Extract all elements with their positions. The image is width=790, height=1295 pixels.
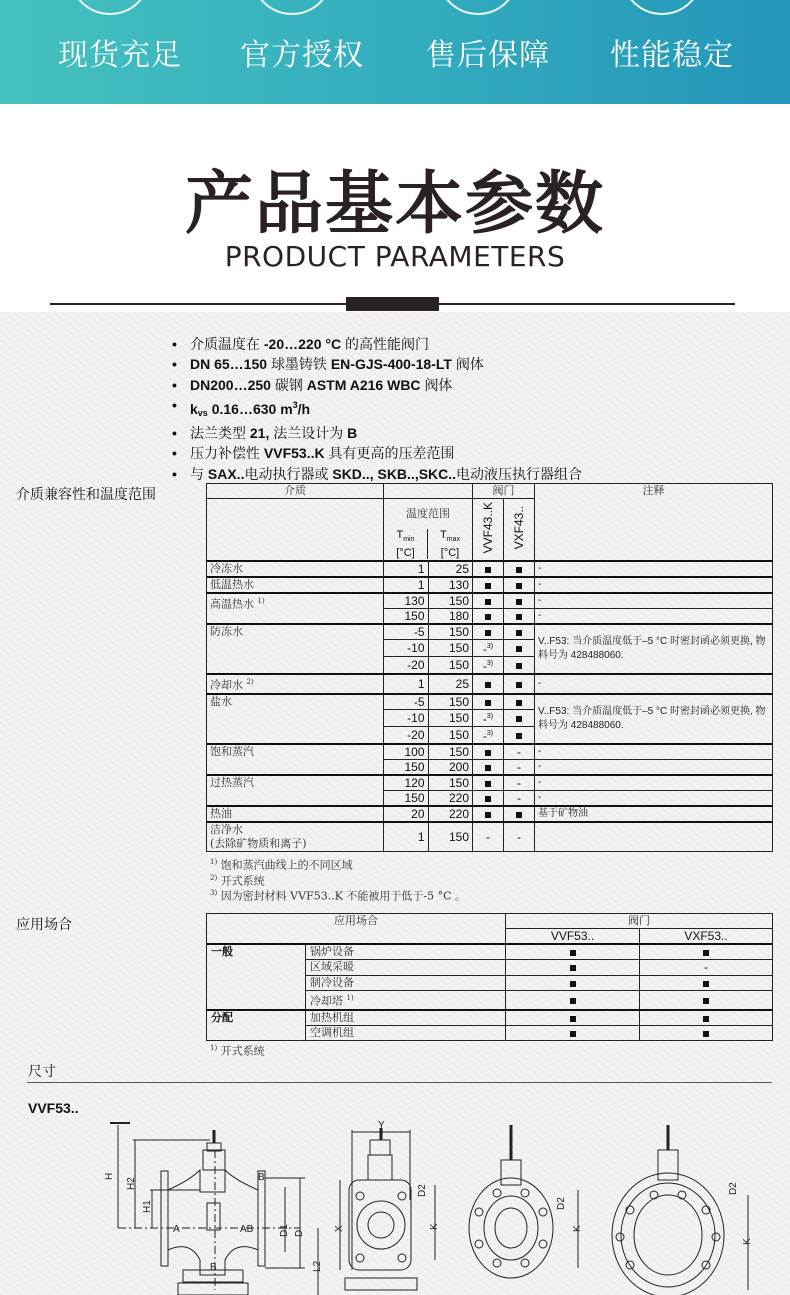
feature-item: [398, 0, 578, 104]
list-item: • $k_{vs}$ 0.16…630 $m^3/h$: [172, 395, 582, 423]
svg-text:X: X: [334, 1225, 345, 1232]
compat-table: [206, 483, 773, 852]
list-item: • DN200…250 碳钢 ASTM A216 WBC 阀体: [172, 375, 582, 395]
table-row: 150 180 -: [207, 608, 773, 624]
table-row: 150 220 - -: [207, 790, 773, 806]
divider: [27, 1082, 772, 1083]
check-square-icon: [570, 965, 576, 971]
svg-text:L2: L2: [312, 1260, 323, 1272]
header-temp-range: 温度范围: [406, 507, 450, 521]
check-square-icon: [516, 646, 522, 652]
check-square-icon: [485, 583, 491, 589]
svg-text:D2: D2: [556, 1197, 567, 1210]
header-valve: 阀门: [473, 484, 535, 499]
table-row: 饱和蒸汽 100 150 - -: [207, 744, 773, 760]
header-vvf53: VVF53..: [506, 929, 640, 945]
table-row: 区域采暖 -: [207, 960, 773, 975]
svg-text:D1: D1: [279, 1224, 290, 1237]
circle-icon: [622, 0, 702, 15]
list-item: • 压力补偿性 VVF53..K 具有更高的压差范围: [172, 443, 582, 463]
header-tmax: $T_{max}$ [°C]: [440, 529, 460, 559]
feature-item: [212, 0, 392, 104]
check-square-icon: [516, 614, 522, 620]
application-table: [206, 913, 773, 1041]
svg-text:B: B: [258, 1172, 265, 1183]
check-square-icon: [570, 981, 576, 987]
feature-label: 性能稳定: [610, 38, 734, 73]
feature-item: [582, 0, 762, 104]
svg-text:K: K: [572, 1225, 583, 1232]
check-square-icon: [485, 567, 491, 573]
check-square-icon: [485, 750, 491, 756]
svg-text:Y: Y: [378, 1120, 385, 1131]
feature-label: 官方授权: [240, 38, 364, 73]
svg-text:H: H: [104, 1172, 115, 1180]
circle-icon: [252, 0, 332, 15]
table-row: 空调机组: [207, 1025, 773, 1040]
check-square-icon: [516, 700, 522, 706]
table-row: -20 150 -$^{3)}$: [207, 656, 773, 674]
svg-text:K: K: [429, 1223, 440, 1230]
check-square-icon: [570, 998, 576, 1004]
check-square-icon: [703, 998, 709, 1004]
check-square-icon: [516, 733, 522, 739]
check-square-icon: [570, 1016, 576, 1022]
table-row: 过热蒸汽 120 150 - -: [207, 775, 773, 791]
table-row: 冷冻水 1 25 -: [207, 561, 773, 577]
svg-text:H2: H2: [126, 1177, 137, 1190]
header-valve: 阀门: [506, 914, 773, 929]
header-vxf53: VXF53..: [640, 929, 773, 945]
header-application: 应用场合: [207, 914, 506, 945]
page-subtitle: PRODUCT PARAMETERS: [224, 240, 566, 273]
header-vxf43: VXF43..: [504, 499, 535, 561]
table-row: 一般 锅炉设备: [207, 944, 773, 960]
table-row: 洁净水 (去除矿物质和离子) 1 150 - -: [207, 822, 773, 852]
check-square-icon: [485, 700, 491, 706]
check-square-icon: [516, 812, 522, 818]
svg-text:K: K: [742, 1238, 753, 1245]
list-item: • 介质温度在 -20…220 °C 的高性能阀门: [172, 334, 582, 354]
footnote: $^{2)}$ 开式系统: [210, 873, 265, 888]
table-row: 盐水 -5 150 V..F53: 当介质温度低于–5 °C 时密封函必须更换, 物料号为 428488060.: [207, 694, 773, 710]
check-square-icon: [485, 599, 491, 605]
header-medium: 介质: [207, 484, 384, 499]
check-square-icon: [516, 630, 522, 636]
list-item: • DN 65…150 球墨铸铁 EN-GJS-400-18-LT 阀体: [172, 354, 582, 374]
feature-banner: [0, 0, 790, 104]
list-item: • 法兰类型 21, 法兰设计为 B: [172, 423, 582, 443]
section-label-dimensions: 尺寸: [28, 1064, 56, 1080]
check-square-icon: [485, 796, 491, 802]
header-notes: 注释: [535, 484, 773, 561]
divider-accent: [346, 297, 439, 311]
check-square-icon: [516, 567, 522, 573]
valve-flange-view-icon: [469, 1125, 583, 1278]
footnotes: [210, 856, 466, 903]
section-label-application: 应用场合: [16, 917, 72, 933]
feature-list: [172, 334, 582, 484]
check-square-icon: [703, 1031, 709, 1037]
svg-text:D2: D2: [417, 1184, 428, 1197]
check-square-icon: [570, 1031, 576, 1037]
check-square-icon: [516, 663, 522, 669]
check-square-icon: [703, 950, 709, 956]
check-square-icon: [485, 765, 491, 771]
table-row: -10 150 -$^{3)}$: [207, 709, 773, 726]
section-label-compat: 介质兼容性和温度范围: [16, 487, 156, 503]
svg-text:D: D: [294, 1229, 305, 1237]
table-row: 低温热水 1 130 -: [207, 577, 773, 593]
valve-side-view-icon: [104, 1123, 323, 1295]
circle-icon: [70, 0, 150, 15]
feature-item: [30, 0, 210, 104]
footnote: $^{1)}$ 饱和蒸汽曲线上的不同区域: [210, 858, 353, 872]
footnote: $^{3)}$ 因为密封材料 VVF53..K 不能被用于低于-5 °C 。: [210, 889, 467, 903]
table-row: 冷却水 $^{2)}$ 1 25 -: [207, 674, 773, 694]
check-square-icon: [570, 950, 576, 956]
check-square-icon: [516, 599, 522, 605]
dimension-drawing: [0, 1115, 790, 1295]
header-tmin: $T_{min}$ [°C]: [384, 529, 428, 558]
check-square-icon: [485, 614, 491, 620]
table-row: 热油 20 220 基于矿物油: [207, 806, 773, 822]
check-square-icon: [485, 682, 491, 688]
check-square-icon: [703, 1016, 709, 1022]
check-square-icon: [516, 716, 522, 722]
check-square-icon: [485, 630, 491, 636]
svg-text:H1: H1: [142, 1200, 153, 1213]
svg-text:A: A: [173, 1224, 180, 1235]
feature-label: 现货充足: [58, 38, 182, 73]
circle-icon: [438, 0, 518, 15]
table-row: 高温热水 $^{1)}$ 130 150 -: [207, 593, 773, 609]
table-row: -20 150 -$^{3)}$: [207, 726, 773, 744]
valve-front-view-icon: [334, 1120, 440, 1290]
page-title: 产品基本参数: [184, 165, 605, 244]
footnote: $^{1)}$ 开式系统: [210, 1044, 265, 1058]
svg-text:D2: D2: [728, 1182, 739, 1195]
svg-text:B: B: [210, 1262, 217, 1273]
svg-text:AB: AB: [240, 1224, 254, 1235]
table-row: 防冻水 -5 150 V..F53: 当介质温度低于–5 °C 时密封函必须更换, 物料号为 428488060.: [207, 624, 773, 640]
check-square-icon: [485, 812, 491, 818]
table-row: 制冷设备: [207, 975, 773, 990]
check-square-icon: [516, 682, 522, 688]
header-vvf43k: VVF43..K: [473, 499, 504, 561]
check-square-icon: [485, 781, 491, 787]
table-row: 冷却塔 $^{1)}$: [207, 990, 773, 1009]
feature-label: 售后保障: [426, 38, 550, 73]
list-item: • 与 SAX..电动执行器或 SKD.., SKB..,SKC..电动液压执行器组合: [172, 464, 582, 484]
valve-large-flange-view-icon: [612, 1125, 753, 1295]
table-row: 150 200 - -: [207, 759, 773, 775]
table-row: -10 150 -$^{3)}$: [207, 639, 773, 656]
model-label: VVF53..: [28, 1100, 79, 1116]
table-row: 分配 加热机组: [207, 1010, 773, 1026]
check-square-icon: [516, 583, 522, 589]
check-square-icon: [703, 981, 709, 987]
